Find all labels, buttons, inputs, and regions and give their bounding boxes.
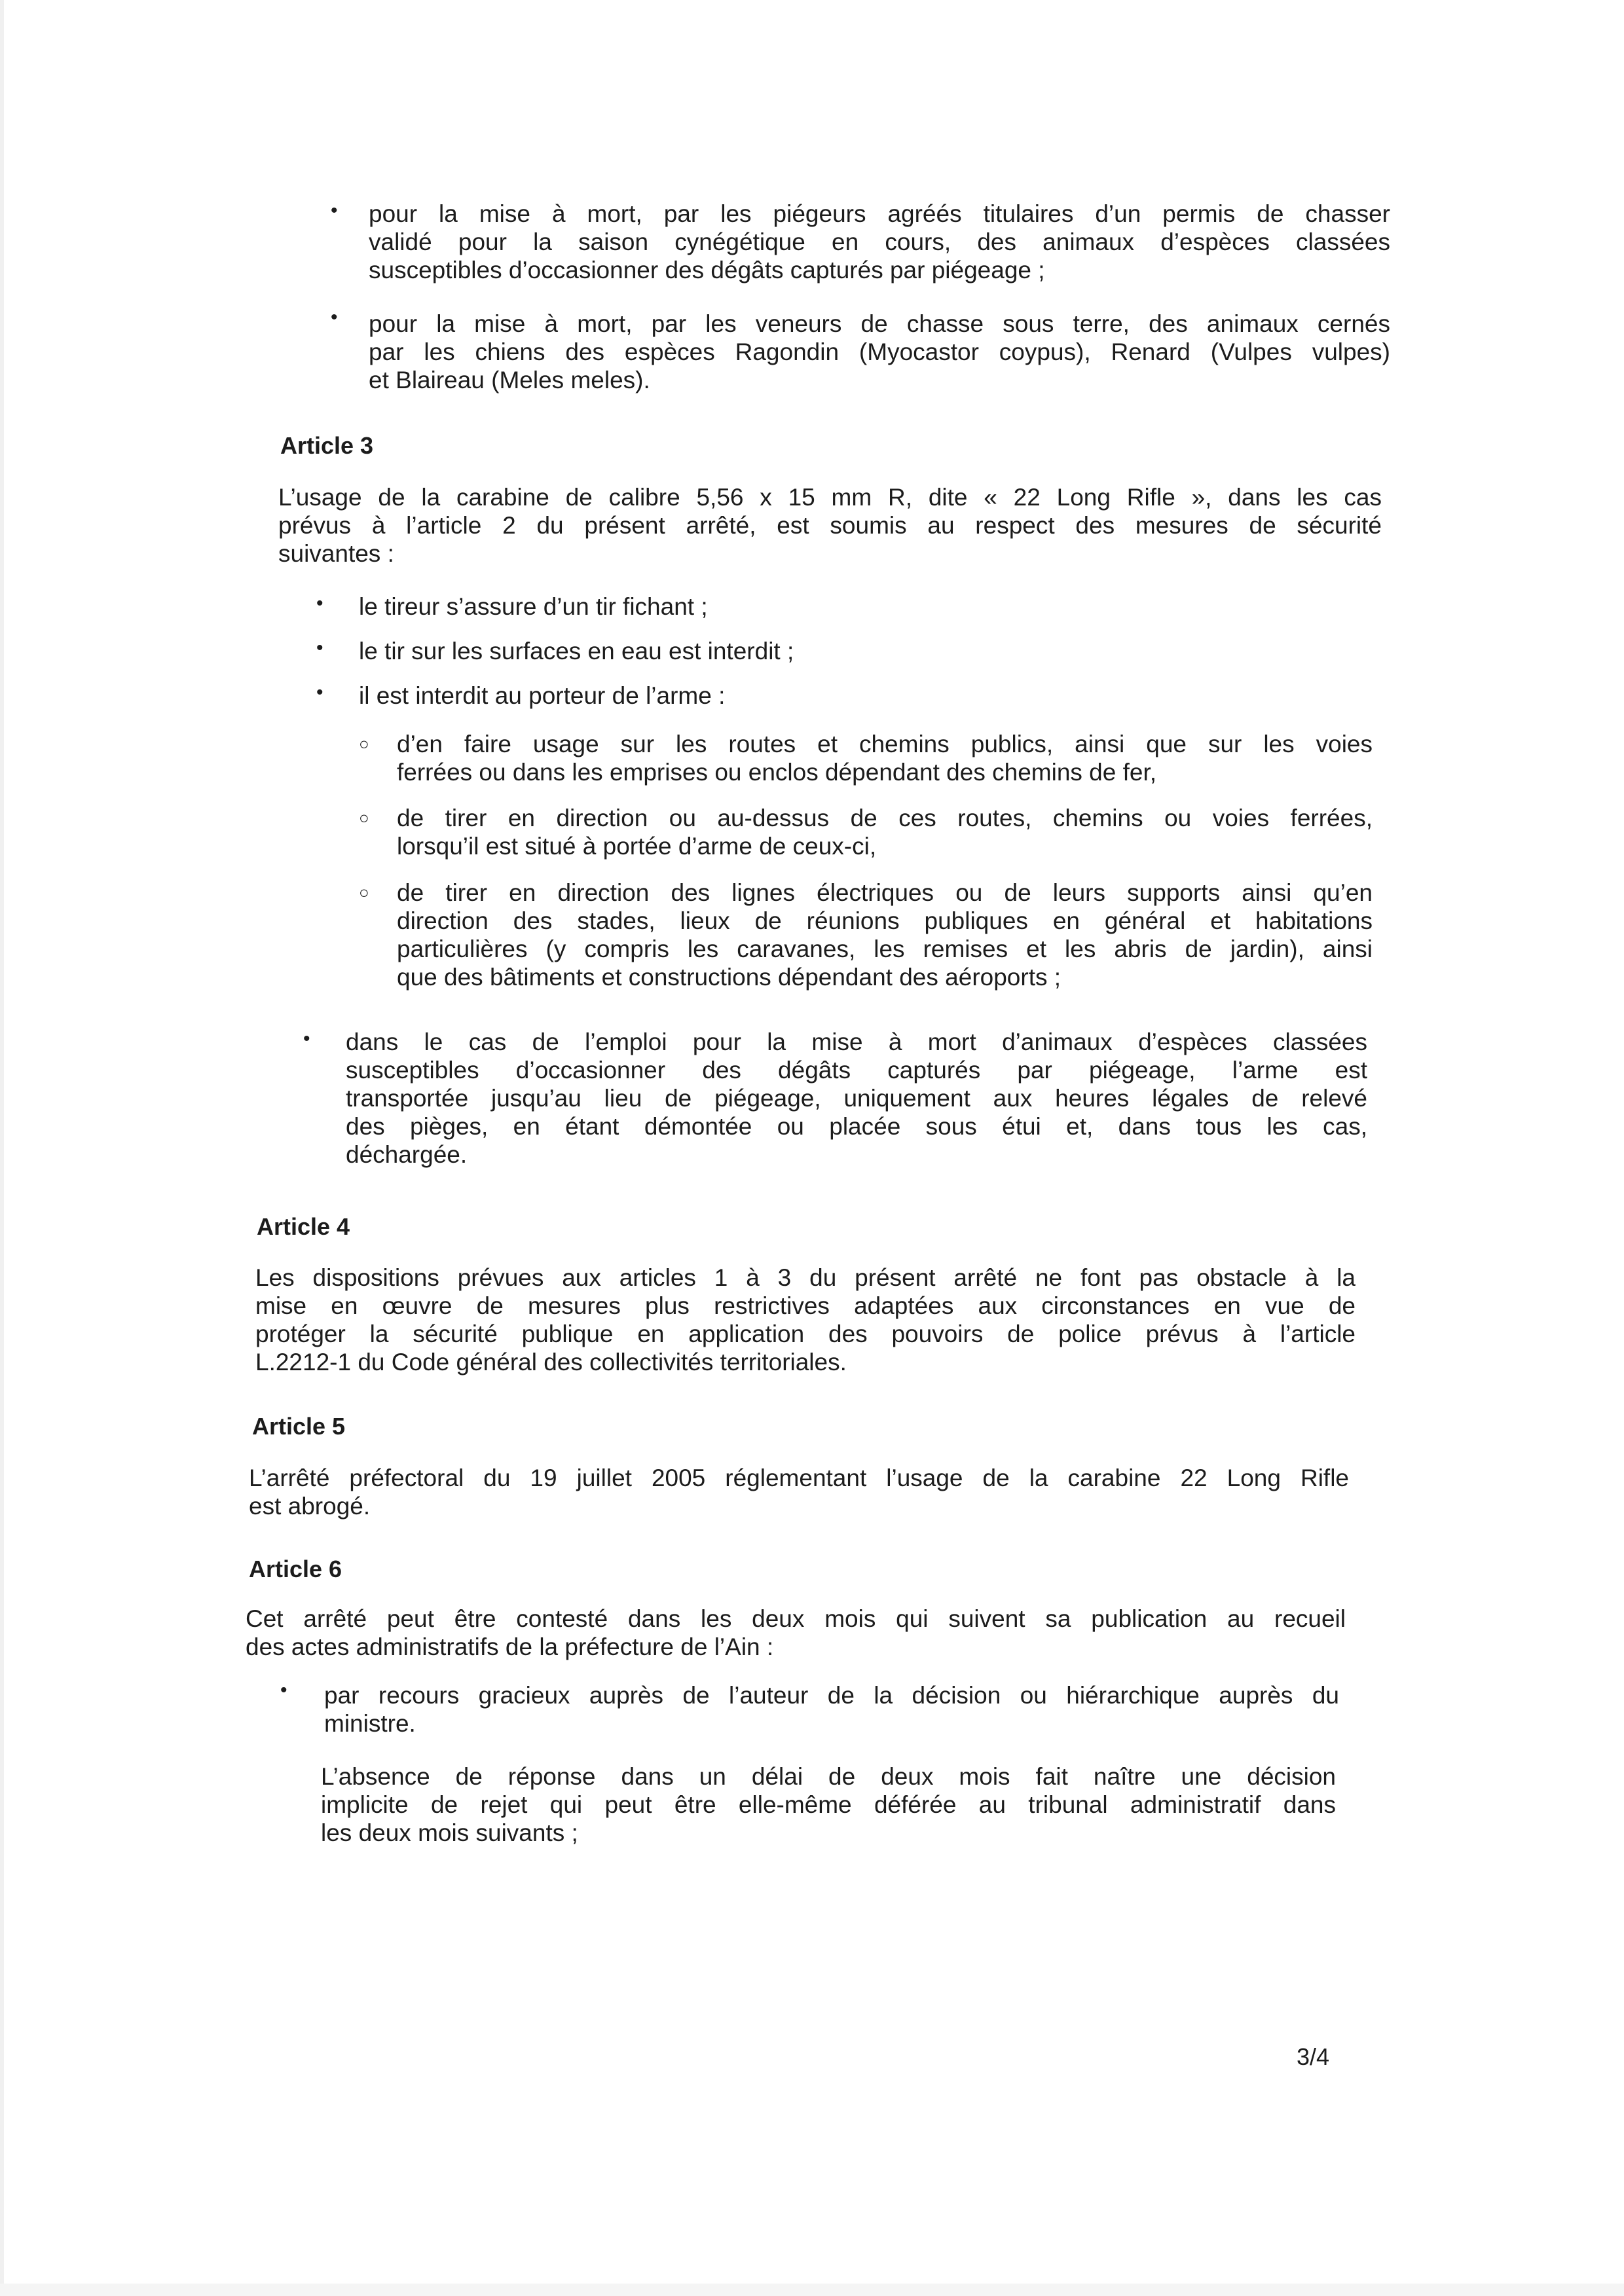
text-line: transportée jusqu’au lieu de piégeage, uniquement aux heures légales de relevé xyxy=(346,1085,1367,1112)
article-3-bullet-3 xyxy=(359,682,1276,710)
text-line: les deux mois suivants ; xyxy=(321,1819,578,1846)
bullet-icon: • xyxy=(280,1679,287,1701)
scan-bottom-edge xyxy=(0,2284,1624,2296)
article-3-sub-bullet-3 xyxy=(397,879,1373,991)
article-5-body xyxy=(249,1464,1349,1520)
text-line: implicite de rejet qui peut être elle-même déférée au tribunal administratif dans xyxy=(321,1791,1336,1818)
text-line: mise en œuvre de mesures plus restrictives adaptées aux circonstances en vue de xyxy=(255,1292,1356,1319)
text-line: lorsqu’il est situé à portée d’arme de ceux-ci, xyxy=(397,833,877,860)
text-line: suivantes : xyxy=(278,540,394,567)
bullet-icon: • xyxy=(316,682,323,703)
text-line: validé pour la saison cynégétique en cours, des animaux d’espèces classées xyxy=(369,228,1390,255)
article-3-last-bullet xyxy=(346,1028,1367,1169)
text-line: L.2212-1 du Code général des collectivités territoriales. xyxy=(255,1349,847,1376)
article-6-body xyxy=(246,1605,1346,1661)
bullet-icon: • xyxy=(331,200,338,221)
bullet-icon: • xyxy=(316,592,323,614)
text-line: par les chiens des espèces Ragondin (Myocastor coypus), Renard (Vulpes vulpes) xyxy=(369,338,1390,365)
article-4-body xyxy=(255,1264,1356,1376)
text-line: Cet arrêté peut être contesté dans les deux mois qui suivent sa publication au recueil xyxy=(246,1605,1346,1632)
text-line: L’absence de réponse dans un délai de deux mois fait naître une décision xyxy=(321,1763,1336,1790)
text-line: dans le cas de l’emploi pour la mise à mort d’animaux d’espèces classées xyxy=(346,1029,1367,1055)
text-line: ferrées ou dans les emprises ou enclos dépendant des chemins de fer, xyxy=(397,759,1157,786)
page-number: 3/4 xyxy=(1297,2043,1330,2070)
article-3-heading: Article 3 xyxy=(280,432,374,459)
text-line: prévus à l’article 2 du présent arrêté, est soumis au respect des mesures de sécurité xyxy=(278,512,1382,539)
text-line: déchargée. xyxy=(346,1141,468,1168)
article-3-sub-bullet-1 xyxy=(397,730,1373,786)
article-5-heading: Article 5 xyxy=(252,1413,346,1440)
text-line: de tirer en direction ou au-dessus de ces routes, chemins ou voies ferrées, xyxy=(397,805,1373,831)
article-3-bullet-2 xyxy=(359,637,1276,665)
text-line: de tirer en direction des lignes électriques ou de leurs supports ainsi qu’en xyxy=(397,879,1373,906)
article-6-followup xyxy=(321,1762,1336,1847)
article-6-heading: Article 6 xyxy=(249,1556,342,1582)
circle-bullet-icon: ○ xyxy=(359,883,369,902)
circle-bullet-icon: ○ xyxy=(359,808,369,828)
text-line: ministre. xyxy=(324,1710,416,1737)
article-3-bullet-1 xyxy=(359,592,1276,621)
article-3-intro xyxy=(278,483,1382,568)
intro-bullet-1 xyxy=(369,200,1390,284)
text-line: que des bâtiments et constructions dépendant des aéroports ; xyxy=(397,964,1061,991)
text-line: L’arrêté préfectoral du 19 juillet 2005 réglementant l’usage de la carabine 22 Long Rifle xyxy=(249,1465,1349,1491)
text-line: Les dispositions prévues aux articles 1 à 3 du présent arrêté ne font pas obstacle à la xyxy=(255,1264,1356,1291)
text-line: protéger la sécurité publique en application des pouvoirs de police prévus à l’article xyxy=(255,1321,1356,1347)
text-line: particulières (y compris les caravanes, les remises et les abris de jardin), ainsi xyxy=(397,936,1373,962)
bullet-icon: • xyxy=(303,1028,310,1049)
text-line: des actes administratifs de la préfecture de l’Ain : xyxy=(246,1633,774,1660)
bullet-icon: • xyxy=(331,306,338,328)
scan-edge xyxy=(0,0,4,2296)
text-line: le tireur s’assure d’un tir fichant ; xyxy=(359,593,708,620)
text-line: pour la mise à mort, par les piégeurs agréés titulaires d’un permis de chasser xyxy=(369,200,1390,227)
bullet-icon: • xyxy=(316,637,323,659)
text-line: pour la mise à mort, par les veneurs de chasse sous terre, des animaux cernés xyxy=(369,310,1390,337)
text-line: direction des stades, lieux de réunions publiques en général et habitations xyxy=(397,907,1373,934)
text-line: est abrogé. xyxy=(249,1493,371,1520)
text-line: des pièges, en étant démontée ou placée sous étui et, dans tous les cas, xyxy=(346,1113,1367,1140)
text-line: par recours gracieux auprès de l’auteur de la décision ou hiérarchique auprès du xyxy=(324,1682,1339,1709)
article-4-heading: Article 4 xyxy=(257,1213,350,1240)
text-line: il est interdit au porteur de l’arme : xyxy=(359,682,726,709)
article-6-bullet xyxy=(324,1681,1339,1738)
article-3-sub-bullet-2 xyxy=(397,804,1373,860)
circle-bullet-icon: ○ xyxy=(359,734,369,754)
text-line: le tir sur les surfaces en eau est interdit ; xyxy=(359,638,794,665)
text-line: d’en faire usage sur les routes et chemins publics, ainsi que sur les voies xyxy=(397,731,1373,757)
text-line: et Blaireau (Meles meles). xyxy=(369,367,650,393)
text-line: susceptibles d’occasionner des dégâts capturés par piégeage ; xyxy=(369,257,1045,283)
intro-bullet-2 xyxy=(369,310,1390,394)
text-line: susceptibles d’occasionner des dégâts capturés par piégeage, l’arme est xyxy=(346,1057,1367,1084)
text-line: L’usage de la carabine de calibre 5,56 x 15 mm R, dite « 22 Long Rifle », dans les cas xyxy=(278,484,1382,511)
